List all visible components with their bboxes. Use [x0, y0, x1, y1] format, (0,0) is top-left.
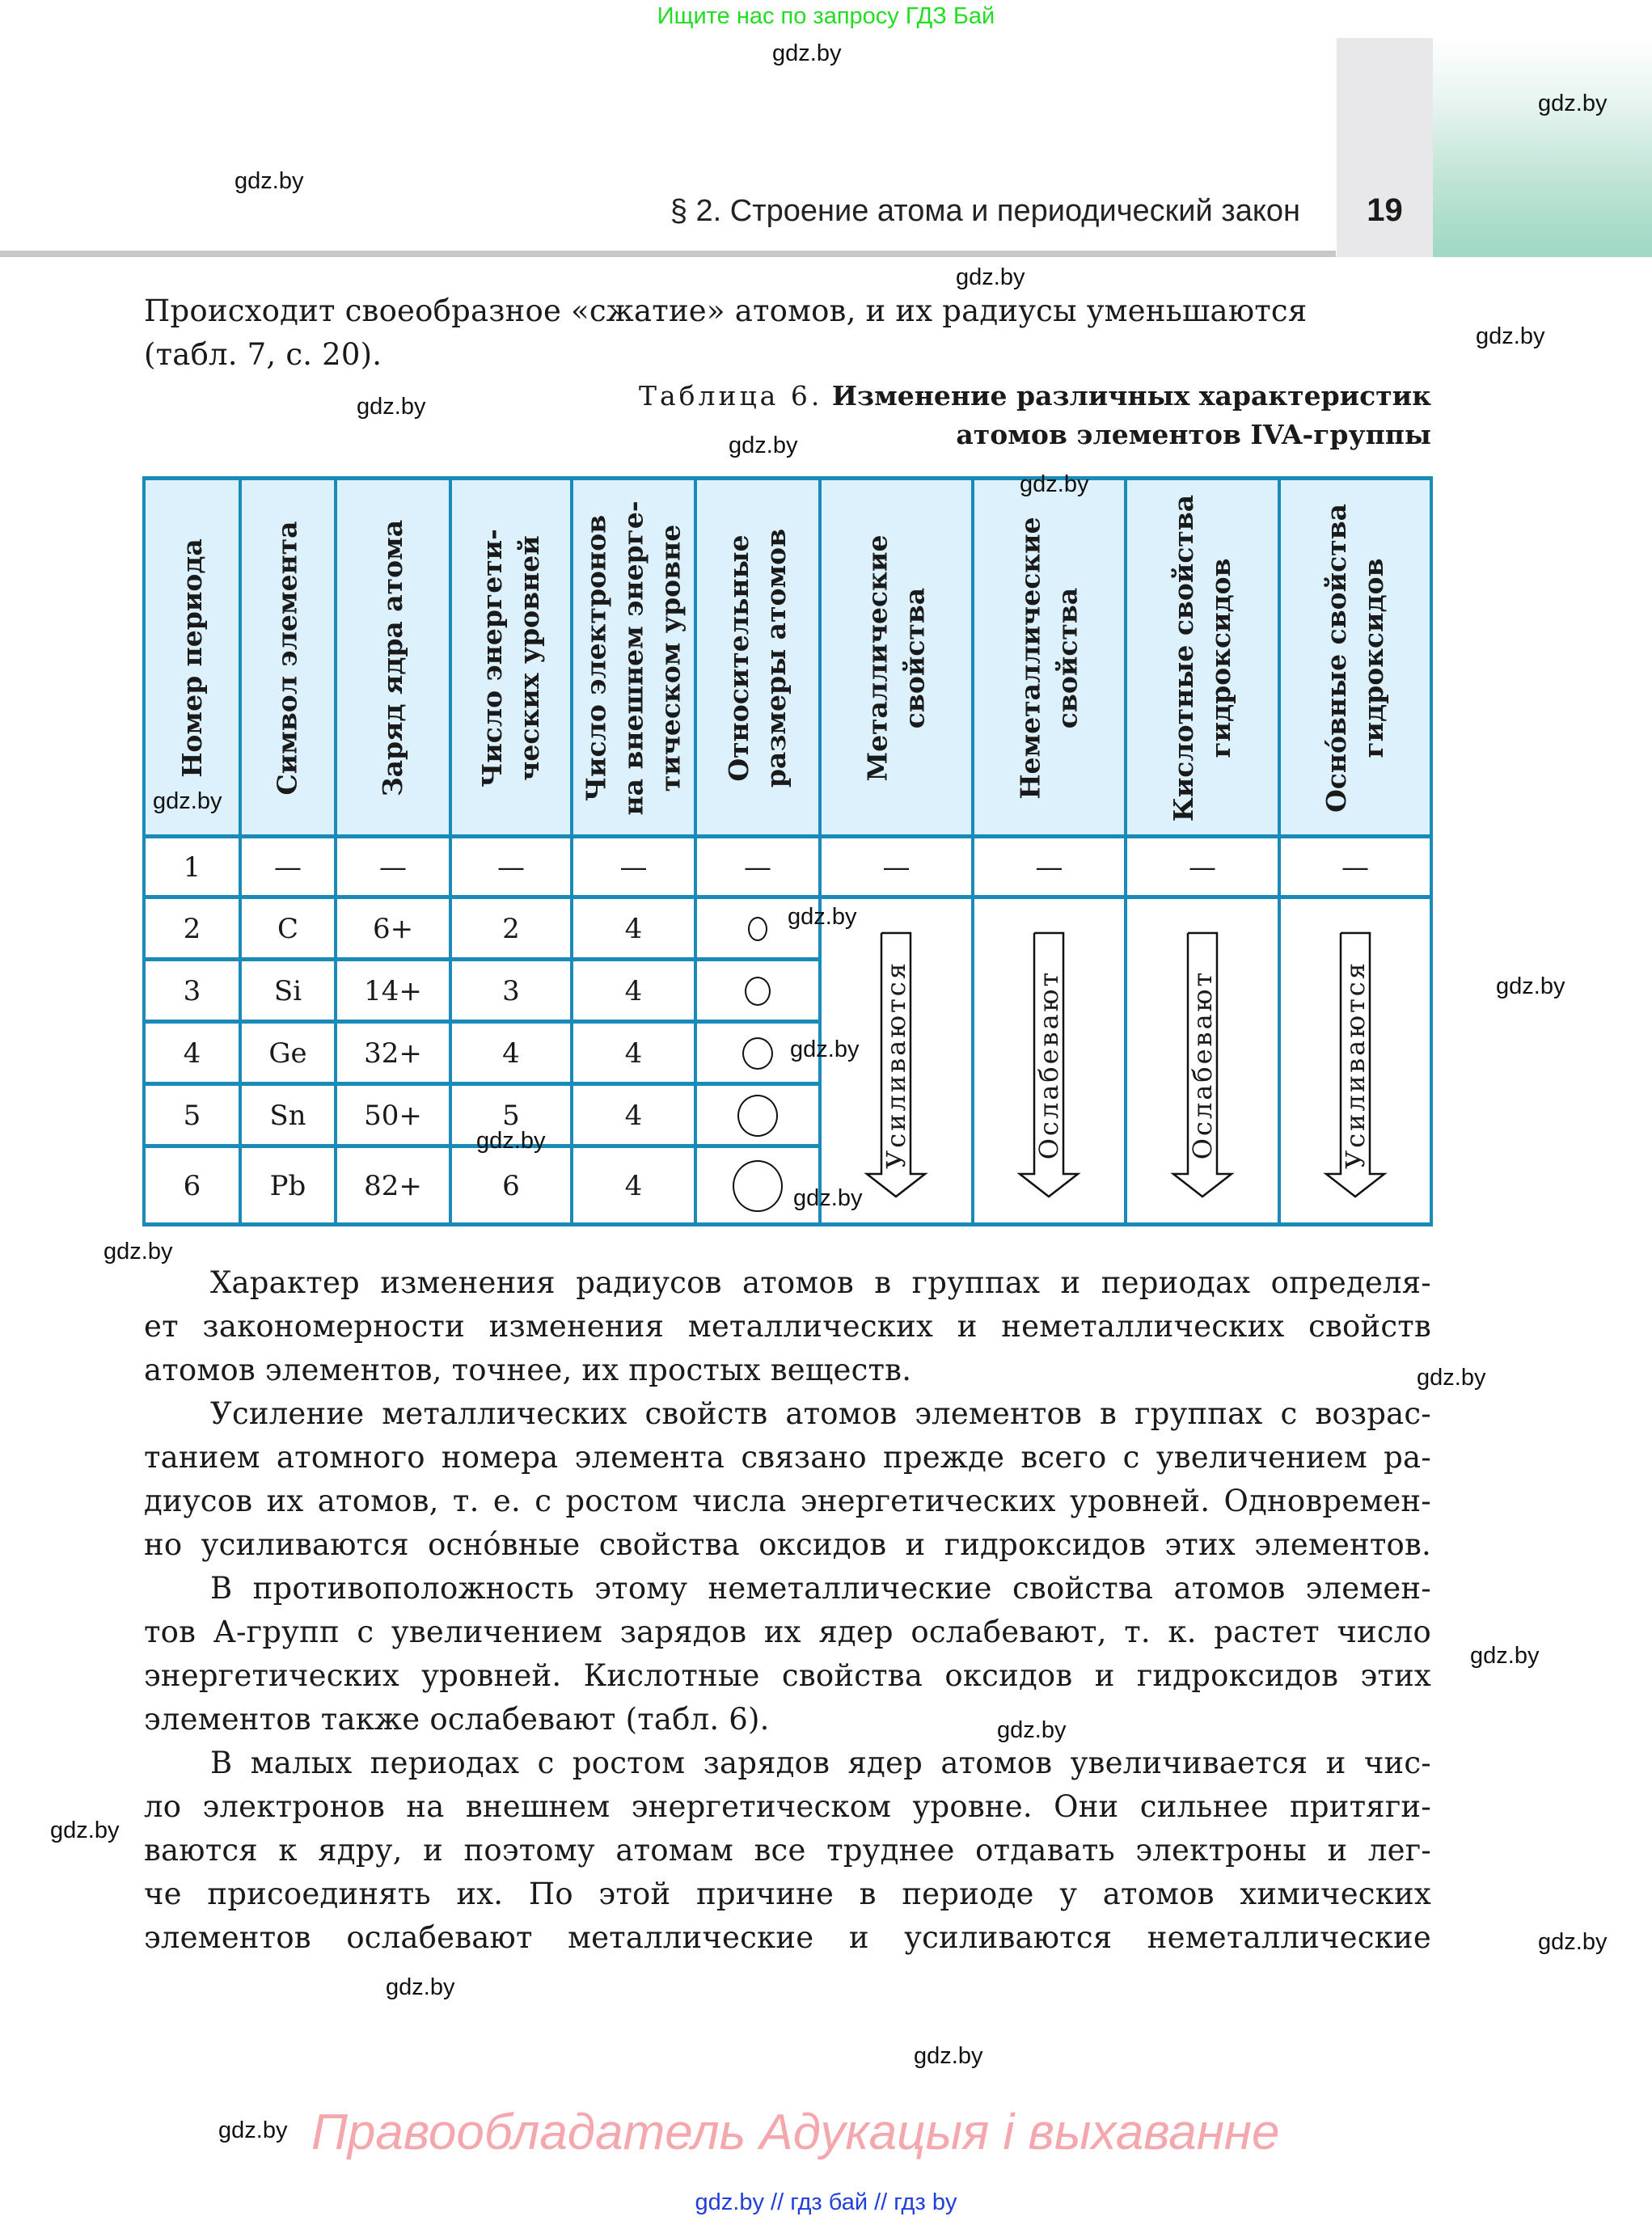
atom-size-circle: [737, 1095, 778, 1137]
text-line: элементов ослабевают металлические и усиливаются неметаллические: [144, 1920, 1431, 1955]
table-border: [142, 1222, 1433, 1226]
table-caption-line2: атомов элементов IVA-группы: [956, 419, 1431, 450]
trend-label: Усиливаются: [881, 961, 912, 1169]
cell-period: 5: [183, 1099, 201, 1132]
watermark: gdz.by: [476, 1128, 546, 1154]
cell-dash: —: [744, 851, 771, 884]
table-border: [142, 834, 1433, 838]
text-line: (табл. 7, с. 20).: [144, 337, 382, 372]
table-border: [142, 479, 146, 1225]
cell-charge: 50+: [364, 1099, 422, 1132]
watermark: gdz.by: [1538, 91, 1608, 116]
search-hint-banner: Ищите нас по запросу ГДЗ Бай: [657, 3, 995, 29]
text-line: Усиление металлических свойств атомов элементов в группах с возрас-: [210, 1396, 1431, 1431]
cell-levels: 5: [502, 1099, 520, 1132]
cell-period: 4: [183, 1037, 201, 1070]
watermark: gdz.by: [50, 1818, 120, 1843]
watermark: gdz.by: [772, 40, 842, 66]
header-metallic: Металлические свойства: [861, 534, 931, 781]
cell-outer-electrons: 4: [624, 1037, 643, 1070]
table-border: [142, 895, 1433, 899]
cell-levels: 2: [502, 912, 520, 945]
table-border: [570, 479, 573, 1225]
trend-arrow-acidic: [1162, 931, 1243, 1198]
header-relative-size: Относительные размеры атомов: [723, 528, 792, 787]
table-border: [142, 957, 820, 961]
cell-dash: —: [274, 851, 302, 884]
cell-symbol: Pb: [269, 1169, 306, 1202]
watermark: gdz.by: [104, 1239, 173, 1264]
table-border: [971, 479, 974, 1225]
cell-dash: —: [882, 851, 911, 884]
watermark: gdz.by: [997, 1717, 1067, 1743]
watermark: gdz.by: [153, 788, 222, 814]
text-line: Происходит своеобразное «сжатие» атомов, и их радиусы уменьшаются: [144, 293, 1308, 328]
cell-period: 2: [183, 912, 201, 945]
table-caption-title: Изменение различных характеристик: [831, 380, 1431, 412]
atom-size-circle: [742, 1037, 773, 1070]
text-line: ваются к ядру, и поэтому атомам все труднее отдавать электроны и лег-: [144, 1833, 1431, 1868]
cell-charge: 82+: [364, 1169, 422, 1202]
table-border: [449, 479, 452, 1225]
header-symbol: Символ элемента: [272, 520, 304, 796]
table-border: [142, 1082, 820, 1086]
cell-symbol: Si: [273, 974, 302, 1007]
header-period: Номер периода: [175, 538, 208, 778]
cell-charge: 6+: [372, 912, 414, 945]
intro-paragraph: [144, 289, 1431, 377]
table-border: [818, 479, 822, 1225]
paragraph-1: [144, 1261, 1431, 1392]
corner-tab-decoration: [1433, 38, 1652, 257]
cell-dash: —: [1189, 851, 1216, 884]
cell-outer-electrons: 4: [624, 912, 643, 945]
watermark: gdz.by: [1470, 1643, 1540, 1669]
cell-levels: 4: [502, 1037, 520, 1070]
trend-label: Ослабевают: [1033, 969, 1065, 1160]
page-number: 19: [1367, 192, 1403, 228]
copyright-notice: Правообладатель Адукацыя і выхаванне: [311, 2105, 1280, 2160]
cell-levels: 3: [502, 974, 520, 1007]
watermark: gdz.by: [1020, 471, 1089, 497]
cell-dash: —: [1035, 851, 1063, 884]
atom-size-circle: [748, 917, 767, 941]
text-line: но усиливаются осно́вные свойства оксидов и гидроксидов этих элементов.: [144, 1527, 1431, 1562]
watermark: gdz.by: [1476, 323, 1545, 349]
watermark: gdz.by: [956, 264, 1025, 290]
cell-symbol: Sn: [269, 1099, 306, 1132]
table-caption: [639, 377, 1431, 416]
atom-size-circle: [745, 977, 771, 1006]
table-border: [334, 479, 337, 1225]
watermark: gdz.by: [218, 2117, 288, 2143]
watermark: gdz.by: [1496, 973, 1565, 999]
header-basic: Осно́вные свойства гидроксидов: [1320, 503, 1390, 813]
watermark: gdz.by: [788, 904, 857, 930]
watermark: gdz.by: [729, 433, 798, 458]
cell-outer-electrons: 4: [624, 1169, 643, 1202]
text-line: ло электронов на внешнем энергетическом уровне. Они сильнее притяги-: [144, 1789, 1431, 1824]
trend-label: Ослабевают: [1187, 969, 1219, 1160]
trend-arrow-metallic: [856, 931, 936, 1198]
text-line: ет закономерности изменения металлических и неметаллических свойств: [144, 1309, 1431, 1344]
cell-period: 3: [183, 974, 201, 1007]
header-nonmetallic: Неметаллические свойства: [1014, 516, 1084, 800]
cell-period: 6: [183, 1169, 201, 1202]
text-line: че присоединять их. По этой причине в периоде у атомов химических: [144, 1877, 1431, 1911]
trend-label: Усиливаются: [1340, 961, 1371, 1169]
header-outer-electrons: Число электронов на внешнем энерге- тическом уровне: [580, 500, 687, 816]
cell-dash: —: [379, 851, 407, 884]
watermark: gdz.by: [793, 1185, 863, 1211]
cell-dash: —: [619, 851, 648, 884]
text-line: В малых периодах с ростом зарядов ядер атомов увеличивается и чис-: [210, 1746, 1431, 1780]
table-border: [142, 1020, 820, 1024]
atom-size-circle: [733, 1160, 783, 1212]
table-border: [694, 479, 697, 1225]
cell-symbol: C: [277, 912, 298, 945]
trend-arrow-nonmetallic: [1008, 931, 1089, 1198]
section-title: § 2. Строение атома и периодический закон: [670, 194, 1300, 228]
text-line: элементов также ослабевают (табл. 6).: [144, 1702, 770, 1737]
watermark: gdz.by: [386, 1974, 455, 2000]
table-border: [1430, 479, 1433, 1225]
header-energy-levels: Число энергети- ческих уровней: [476, 528, 545, 787]
text-line: атомов элементов, точнее, их простых веществ.: [144, 1353, 912, 1387]
cell-outer-electrons: 4: [624, 1099, 643, 1132]
cell-outer-electrons: 4: [624, 974, 643, 1007]
header-charge: Заряд ядра атома: [377, 519, 409, 796]
table-border: [1278, 479, 1281, 1225]
table-border: [1124, 479, 1127, 1225]
text-line: энергетических уровней. Кислотные свойства оксидов и гидроксидов этих: [144, 1658, 1431, 1693]
cell-relative-size: [695, 1084, 820, 1146]
table-border: [142, 476, 1433, 480]
text-line: Характер изменения радиусов атомов в группах и периодах определя-: [210, 1265, 1431, 1300]
watermark: gdz.by: [1538, 1929, 1608, 1955]
header-rule: [0, 251, 1336, 257]
trend-arrow-basic: [1315, 931, 1396, 1198]
text-line: танием атомного номера элемента связано прежде всего с увеличением ра-: [144, 1440, 1431, 1475]
header-acidic: Кислотные свойства гидроксидов: [1168, 494, 1236, 821]
paragraph-3: [144, 1567, 1431, 1742]
watermark: gdz.by: [357, 394, 426, 420]
properties-table: [144, 479, 1431, 1225]
paragraph-4: [144, 1742, 1431, 1960]
cell-relative-size: [695, 960, 820, 1022]
table-caption-label: Таблица 6.: [638, 380, 823, 412]
cell-period: 1: [183, 851, 201, 884]
text-line: В противоположность этому неметаллические свойства атомов элемен-: [210, 1571, 1431, 1606]
cell-dash: —: [497, 851, 525, 884]
paragraph-2: [144, 1392, 1431, 1567]
cell-charge: 32+: [364, 1037, 422, 1070]
cell-levels: 6: [502, 1169, 520, 1202]
text-line: тов А-групп с увеличением зарядов их ядер ослабевают, т. к. растет число: [144, 1615, 1431, 1649]
cell-symbol: Ge: [268, 1037, 307, 1070]
table-border: [239, 479, 242, 1225]
watermark: gdz.by: [914, 2043, 983, 2069]
watermark: gdz.by: [790, 1037, 860, 1062]
watermark: gdz.by: [234, 168, 304, 194]
text-line: диусов их атомов, т. е. с ростом числа энергетических уровней. Одновремен-: [144, 1484, 1431, 1518]
cell-dash: —: [1341, 851, 1369, 884]
cell-charge: 14+: [364, 974, 422, 1007]
watermark: gdz.by: [1417, 1365, 1486, 1391]
footer-links[interactable]: gdz.by // гдз бай // гдз by: [695, 2189, 957, 2215]
